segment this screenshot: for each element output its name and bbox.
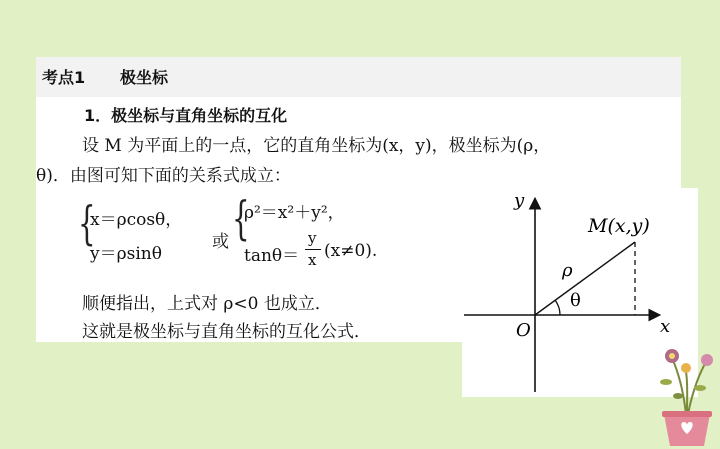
theta-label: θ (570, 290, 581, 311)
leaf-3-icon (673, 393, 683, 399)
flower-2-icon (701, 354, 713, 366)
theta-arc (555, 300, 560, 315)
y-axis-label: y (514, 190, 525, 211)
leaf-2-icon (694, 385, 706, 391)
flower-3-icon (681, 363, 691, 373)
pot-rim-icon (662, 411, 712, 417)
left-brace: { (78, 196, 96, 250)
note-line-2: 这就是极坐标与直角坐标的互化公式． (82, 322, 371, 342)
formula-rho-squared: ρ²＝x²＋y²， (244, 203, 345, 223)
note-line-1: 顺便指出，上式对 ρ<0 也成立． (82, 294, 332, 314)
intro-line-2: θ)．由图可知下面的关系式成立： (36, 166, 291, 186)
intro-line-1: 设 M 为平面上的一点，它的直角坐标为(x，y)，极坐标为(ρ， (82, 136, 551, 156)
flower-pot-decoration (652, 336, 718, 448)
connector-or: 或 (212, 232, 229, 252)
flower-1-center-icon (669, 353, 675, 359)
stem-3 (686, 372, 687, 414)
fraction-bar (305, 249, 321, 250)
topic-number: 考点1 (42, 68, 86, 87)
fraction-numerator: y (308, 229, 317, 247)
leaf-1-icon (660, 379, 672, 385)
radius-line (535, 242, 635, 315)
origin-label: O (516, 320, 531, 341)
formula-tan-suffix: (x≠0). (324, 241, 378, 261)
topic-title: 极坐标 (120, 68, 169, 87)
rho-label: ρ (562, 260, 573, 281)
section-heading: 1．极坐标与直角坐标的互化 (84, 106, 288, 125)
formula-y-sin: y＝ρsinθ (90, 244, 162, 264)
formula-tan-prefix: tanθ＝ (244, 246, 300, 266)
formula-x-cos: x＝ρcosθ， (90, 210, 183, 230)
x-axis-label: x (660, 316, 671, 337)
right-brace: { (232, 191, 250, 245)
topic-header (36, 57, 681, 97)
fraction-denominator: x (308, 251, 317, 269)
point-m-label: M(x,y) (588, 215, 650, 237)
